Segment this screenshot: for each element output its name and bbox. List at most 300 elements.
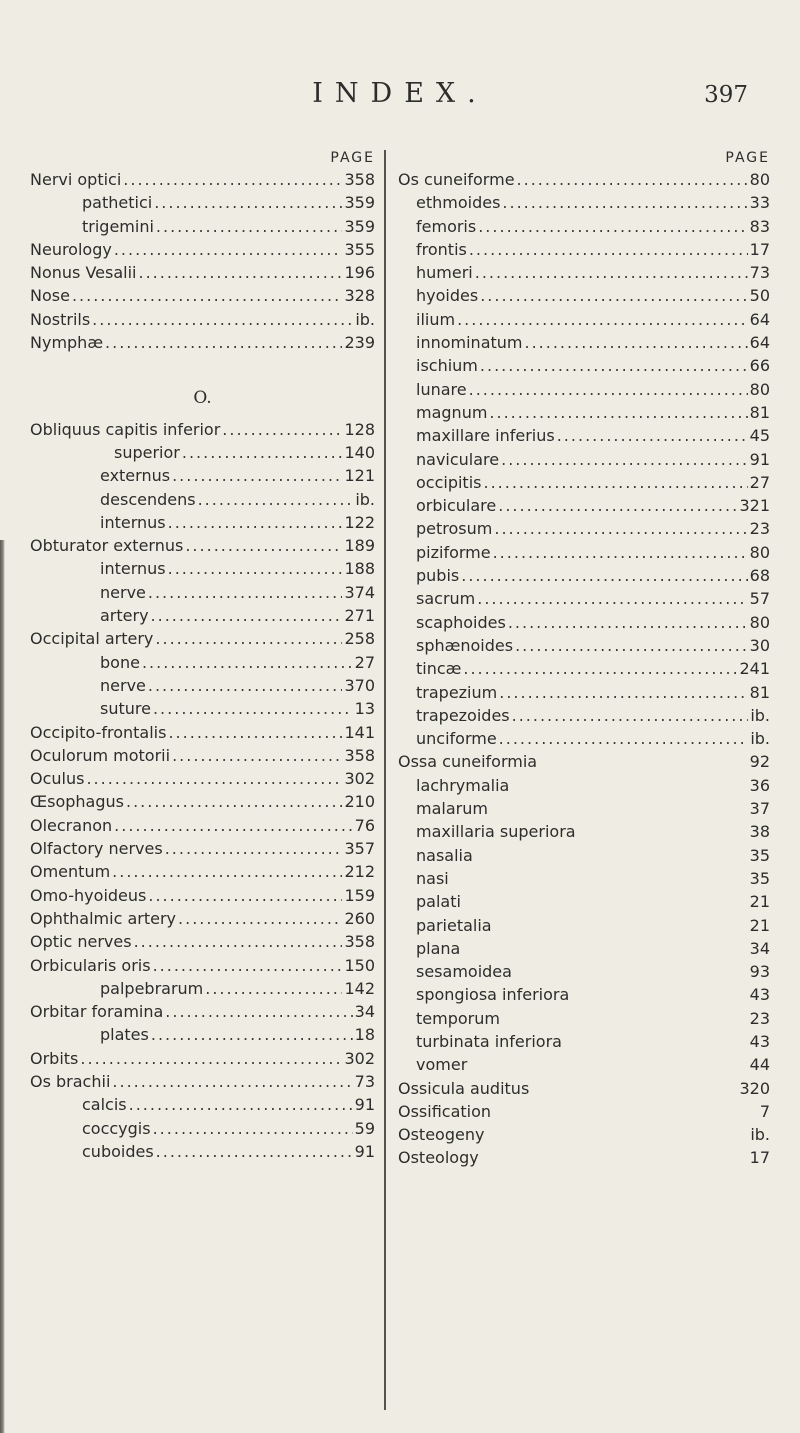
index-entry	[30, 674, 375, 697]
entry-term: palpebrarum	[100, 978, 204, 998]
index-entry	[30, 308, 375, 331]
index-entry	[30, 837, 375, 860]
dot-leader	[134, 930, 343, 953]
entry-page-number: 35	[749, 868, 770, 888]
entry-term: naviculare	[416, 449, 500, 469]
entry-page-number: 328	[344, 286, 375, 306]
entry-page-number: 27	[749, 472, 770, 492]
entry-term: Occipital artery	[30, 629, 154, 649]
entry-page-number: 33	[749, 193, 770, 213]
index-entry	[398, 960, 770, 983]
dot-leader	[105, 331, 342, 354]
entry-term: nasi	[416, 868, 449, 888]
dot-leader	[129, 1093, 353, 1116]
index-entry	[398, 541, 770, 564]
index-entry	[398, 261, 770, 284]
dot-leader	[165, 837, 343, 860]
index-entry	[30, 1047, 375, 1070]
entry-page-number: 91	[354, 1095, 375, 1115]
entry-page-number: 121	[344, 466, 375, 486]
index-entry	[30, 744, 375, 767]
dot-leader	[198, 488, 354, 511]
entry-term: maxillare inferius	[416, 426, 555, 446]
index-entry	[398, 704, 770, 727]
entry-term: innominatum	[416, 333, 523, 353]
index-entry	[30, 284, 375, 307]
index-entry	[398, 471, 770, 494]
entry-page-number: 59	[354, 1118, 375, 1138]
entry-page-number: 81	[749, 682, 770, 702]
entry-page-number: 45	[749, 426, 770, 446]
entry-page-number: 122	[344, 512, 375, 532]
section-letter: O.	[193, 387, 212, 408]
entry-term: internus	[100, 512, 166, 532]
dot-leader	[172, 744, 342, 767]
entry-term: ischium	[416, 356, 478, 376]
entry-term: pubis	[416, 566, 460, 586]
dot-leader	[142, 651, 353, 674]
index-entry	[30, 331, 375, 354]
entry-page-number: 34	[749, 938, 770, 958]
entry-page-number: 357	[344, 839, 375, 859]
entry-page-number: 258	[344, 629, 375, 649]
index-entry	[30, 1140, 375, 1163]
entry-page-number: 150	[344, 955, 375, 975]
entry-page-number: 358	[344, 745, 375, 765]
entry-page-number: 271	[344, 606, 375, 626]
index-entry	[398, 238, 770, 261]
index-entry	[30, 627, 375, 650]
entry-page-number: 27	[354, 652, 375, 672]
index-entry	[30, 697, 375, 720]
index-entry	[398, 168, 770, 191]
index-entry	[398, 215, 770, 238]
entry-page-number: 358	[344, 170, 375, 189]
entry-page-number: 80	[749, 542, 770, 562]
entry-page-number: 196	[344, 263, 375, 283]
index-entries-o	[30, 418, 375, 1164]
entry-term: temporum	[416, 1008, 500, 1028]
dot-leader	[178, 907, 342, 930]
entry-page-number: 37	[749, 799, 770, 819]
entry-term: orbiculare	[416, 496, 497, 516]
entry-term: ethmoides	[416, 193, 501, 213]
index-entry	[398, 1077, 770, 1100]
entry-term: Nostrils	[30, 309, 91, 329]
dot-leader	[112, 1070, 352, 1093]
entry-page-number: 83	[749, 216, 770, 236]
entry-term: piziforme	[416, 542, 491, 562]
entry-term: Œsophagus	[30, 792, 124, 812]
index-entry	[30, 814, 375, 837]
entry-term: palati	[416, 892, 461, 912]
entry-term: Nervi optici	[30, 170, 122, 189]
entry-page-number: 57	[749, 589, 770, 609]
entry-term: femoris	[416, 216, 477, 236]
dot-leader	[493, 541, 748, 564]
entry-term: Os cuneiforme	[398, 170, 515, 189]
index-entry	[30, 907, 375, 930]
entry-term: parietalia	[416, 915, 492, 935]
index-entry	[30, 215, 375, 238]
index-entry	[30, 464, 375, 487]
page-number: 397	[704, 82, 748, 108]
dot-leader	[148, 674, 343, 697]
entry-page-number: 50	[749, 286, 770, 306]
dot-leader	[508, 611, 748, 634]
index-entry	[398, 681, 770, 704]
entry-term: sphænoides	[416, 635, 514, 655]
index-entry	[30, 1117, 375, 1140]
index-entry	[398, 1146, 770, 1169]
dot-leader	[168, 557, 343, 580]
entry-term: Oculorum motorii	[30, 745, 171, 765]
index-entry	[30, 767, 375, 790]
entry-term: Nymphæ	[30, 333, 104, 353]
entry-page-number: 43	[749, 1031, 770, 1051]
entry-page-number: 370	[344, 675, 375, 695]
entry-term: plates	[100, 1025, 149, 1045]
entry-page-number: 141	[344, 722, 375, 742]
entry-page-number: 239	[344, 333, 375, 353]
entry-term: internus	[100, 559, 166, 579]
entry-page-number: 359	[344, 193, 375, 213]
dot-leader	[168, 721, 342, 744]
entry-term: nerve	[100, 675, 146, 695]
entry-page-number: 210	[344, 792, 375, 812]
index-entry	[30, 1093, 375, 1116]
entry-page-number: 91	[354, 1141, 375, 1161]
dot-leader	[502, 191, 747, 214]
entry-term: trigemini	[82, 216, 154, 236]
entry-term: spongiosa inferiora	[416, 985, 570, 1005]
dot-leader	[112, 860, 342, 883]
index-entry	[398, 354, 770, 377]
entry-page-number: 38	[749, 822, 770, 842]
entry-term: plana	[416, 938, 461, 958]
index-entry	[398, 867, 770, 890]
page-column-heading: PAGE	[725, 150, 770, 166]
index-entry	[30, 977, 375, 1000]
index-entry	[30, 884, 375, 907]
entry-page-number: 68	[749, 566, 770, 586]
entry-page-number: 320	[739, 1078, 770, 1098]
entry-page-number: 43	[749, 985, 770, 1005]
entry-page-number: 35	[749, 845, 770, 865]
dot-leader	[499, 727, 749, 750]
entry-term: cuboides	[82, 1141, 154, 1161]
entry-term: petrosum	[416, 519, 493, 539]
index-entry	[30, 511, 375, 534]
dot-leader	[517, 168, 748, 191]
index-entry	[30, 191, 375, 214]
entry-term: Oculus	[30, 769, 85, 789]
entry-page-number: 18	[354, 1025, 375, 1045]
entry-term: Olecranon	[30, 815, 113, 835]
entry-term: unciforme	[416, 729, 497, 749]
index-entry	[398, 494, 770, 517]
entry-page-number: 241	[739, 659, 770, 679]
entry-term: trapezium	[416, 682, 498, 702]
entry-term: nerve	[100, 582, 146, 602]
page-header	[0, 78, 800, 118]
entry-page-number: 358	[344, 932, 375, 952]
entry-term: Osteogeny	[398, 1125, 485, 1145]
dot-leader	[205, 977, 342, 1000]
dot-leader	[498, 494, 737, 517]
entry-page-number: 73	[354, 1071, 375, 1091]
entry-term: Occipito-frontalis	[30, 722, 167, 742]
entry-term: Omo-hyoideus	[30, 885, 147, 905]
entry-term: Omentum	[30, 862, 111, 882]
index-entry	[398, 424, 770, 447]
entry-term: lunare	[416, 379, 467, 399]
entry-page-number: 30	[749, 635, 770, 655]
entry-term: hyoides	[416, 286, 479, 306]
dot-leader	[156, 1140, 353, 1163]
dot-leader	[557, 424, 748, 447]
dot-leader	[494, 517, 747, 540]
dot-leader	[222, 418, 342, 441]
index-entry	[30, 930, 375, 953]
entry-term: coccygis	[82, 1118, 151, 1138]
entry-page-number: 302	[344, 769, 375, 789]
dot-leader	[80, 1047, 342, 1070]
entry-page-number: 23	[749, 519, 770, 539]
entry-term: pathetici	[82, 193, 153, 213]
entry-term: sesamoidea	[416, 962, 512, 982]
entry-term: magnum	[416, 402, 488, 422]
entry-term: Optic nerves	[30, 932, 132, 952]
index-entry	[398, 587, 770, 610]
dot-leader	[469, 378, 748, 401]
index-entry	[398, 284, 770, 307]
dot-leader	[114, 238, 343, 261]
entry-page-number: 7	[759, 1101, 770, 1121]
index-entry	[398, 401, 770, 424]
dot-leader	[155, 627, 342, 650]
dot-leader	[148, 884, 342, 907]
index-entry	[30, 168, 375, 191]
dot-leader	[489, 401, 747, 424]
index-entry	[398, 517, 770, 540]
entry-page-number: 189	[344, 536, 375, 556]
index-entry	[30, 721, 375, 744]
index-entry	[398, 774, 770, 797]
entry-term: Orbicularis oris	[30, 955, 151, 975]
dot-leader	[499, 681, 747, 704]
entry-page-number: 92	[749, 752, 770, 772]
dot-leader	[156, 215, 343, 238]
entry-term: nasalia	[416, 845, 473, 865]
entry-page-number: 359	[344, 216, 375, 236]
entry-page-number: 44	[749, 1055, 770, 1075]
entry-page-number: ib.	[355, 309, 375, 329]
entry-term: Neurology	[30, 239, 112, 259]
running-title: INDEX.	[312, 78, 488, 109]
entry-page-number: ib.	[750, 729, 770, 749]
entry-page-number: 374	[344, 582, 375, 602]
entry-term: trapezoides	[416, 705, 510, 725]
index-entry	[30, 860, 375, 883]
dot-leader	[525, 331, 748, 354]
entry-term: suture	[100, 699, 151, 719]
index-entry	[398, 797, 770, 820]
entry-term: Orbitar foramina	[30, 1002, 164, 1022]
index-entry	[398, 611, 770, 634]
entry-term: Nose	[30, 286, 70, 306]
entry-term: frontis	[416, 239, 467, 259]
index-entry	[30, 604, 375, 627]
dot-leader	[148, 581, 343, 604]
entry-page-number: 321	[739, 496, 770, 516]
index-entry	[30, 1000, 375, 1023]
entry-page-number: 76	[354, 815, 375, 835]
entry-term: tincæ	[416, 659, 462, 679]
dot-leader	[480, 354, 748, 377]
entry-term: artery	[100, 606, 149, 626]
entry-page-number: 159	[344, 885, 375, 905]
dot-leader	[185, 534, 342, 557]
index-entry	[30, 534, 375, 557]
index-entry	[30, 954, 375, 977]
blank-line	[30, 354, 375, 377]
dot-leader	[475, 261, 748, 284]
page-binding-edge	[0, 540, 5, 1433]
entry-term: Os brachii	[30, 1071, 111, 1091]
entry-page-number: 142	[344, 978, 375, 998]
dot-leader	[165, 1000, 352, 1023]
entry-term: calcis	[82, 1095, 127, 1115]
entry-term: vomer	[416, 1055, 468, 1075]
index-entry	[398, 844, 770, 867]
index-entry	[398, 1030, 770, 1053]
dot-leader	[512, 704, 749, 727]
index-entry	[398, 378, 770, 401]
dot-leader	[151, 604, 343, 627]
entry-page-number: 21	[749, 892, 770, 912]
entry-page-number: 140	[344, 442, 375, 462]
dot-leader	[153, 1117, 353, 1140]
entry-page-number: 17	[749, 239, 770, 259]
index-entry	[30, 790, 375, 813]
entry-term: Ophthalmic artery	[30, 908, 177, 928]
entry-term: externus	[100, 466, 171, 486]
index-entry	[398, 657, 770, 680]
index-entry	[398, 1053, 770, 1076]
index-entry	[398, 634, 770, 657]
entry-page-number: 212	[344, 862, 375, 882]
dot-leader	[154, 191, 342, 214]
entry-term: lachrymalia	[416, 775, 510, 795]
entry-term: malarum	[416, 799, 488, 819]
entry-term: Osteology	[398, 1148, 479, 1168]
dot-leader	[92, 308, 353, 331]
dot-leader	[457, 308, 748, 331]
entry-page-number: ib.	[355, 489, 375, 509]
index-entry	[398, 727, 770, 750]
index-entry	[398, 914, 770, 937]
entry-term: Obturator externus	[30, 536, 184, 556]
entry-term: humeri	[416, 263, 473, 283]
dot-leader	[469, 238, 748, 261]
dot-leader	[515, 634, 748, 657]
entry-page-number: 13	[354, 699, 375, 719]
dot-leader	[480, 284, 747, 307]
entry-page-number: 80	[749, 379, 770, 399]
right-index-column	[398, 148, 770, 1170]
entry-page-number: 355	[344, 239, 375, 259]
dot-leader	[478, 215, 747, 238]
dot-leader	[477, 587, 747, 610]
entry-term: Nonus Vesalii	[30, 263, 137, 283]
index-entry	[30, 581, 375, 604]
entry-term: Orbits	[30, 1048, 79, 1068]
dot-leader	[72, 284, 343, 307]
index-entry	[398, 750, 770, 773]
dot-leader	[501, 448, 748, 471]
entry-term: Ossicula auditus	[398, 1078, 530, 1098]
entry-page-number: 260	[344, 908, 375, 928]
index-entry	[30, 557, 375, 580]
entry-page-number: 80	[749, 612, 770, 632]
index-entry	[398, 1007, 770, 1030]
entry-term: scaphoides	[416, 612, 506, 632]
entry-page-number: 64	[749, 309, 770, 329]
index-entry	[30, 238, 375, 261]
entry-term: descendens	[100, 489, 196, 509]
entry-page-number: 91	[749, 449, 770, 469]
entry-page-number: 21	[749, 915, 770, 935]
dot-leader	[123, 168, 342, 191]
index-entry	[30, 488, 375, 511]
dot-leader	[168, 511, 343, 534]
index-entries-ossa	[398, 750, 770, 1169]
dot-leader	[461, 564, 747, 587]
index-entry	[398, 890, 770, 913]
index-entry	[398, 448, 770, 471]
dot-leader	[182, 441, 343, 464]
index-entry	[30, 441, 375, 464]
index-entry	[398, 331, 770, 354]
index-entry	[398, 983, 770, 1006]
entry-page-number: 34	[354, 1002, 375, 1022]
index-entry	[398, 1123, 770, 1146]
dot-leader	[172, 464, 342, 487]
entry-term: Obliquus capitis inferior	[30, 419, 221, 439]
entry-page-number: 36	[749, 775, 770, 795]
entry-page-number: 66	[749, 356, 770, 376]
index-entry	[398, 1100, 770, 1123]
dot-leader	[126, 790, 342, 813]
page-column-heading: PAGE	[330, 150, 375, 166]
entry-page-number: ib.	[750, 705, 770, 725]
entry-term: Ossification	[398, 1101, 492, 1121]
index-entry	[30, 261, 375, 284]
entry-page-number: 64	[749, 333, 770, 353]
dot-leader	[483, 471, 747, 494]
entry-term: bone	[100, 652, 140, 672]
entry-term: ilium	[416, 309, 456, 329]
entry-page-number: 80	[749, 170, 770, 189]
column-divider	[384, 150, 386, 1410]
index-entry	[30, 1023, 375, 1046]
entry-term: Olfactory nerves	[30, 839, 163, 859]
left-index-column	[30, 148, 375, 1163]
entry-page-number: 81	[749, 402, 770, 422]
entry-page-number: 302	[344, 1048, 375, 1068]
dot-leader	[153, 697, 353, 720]
